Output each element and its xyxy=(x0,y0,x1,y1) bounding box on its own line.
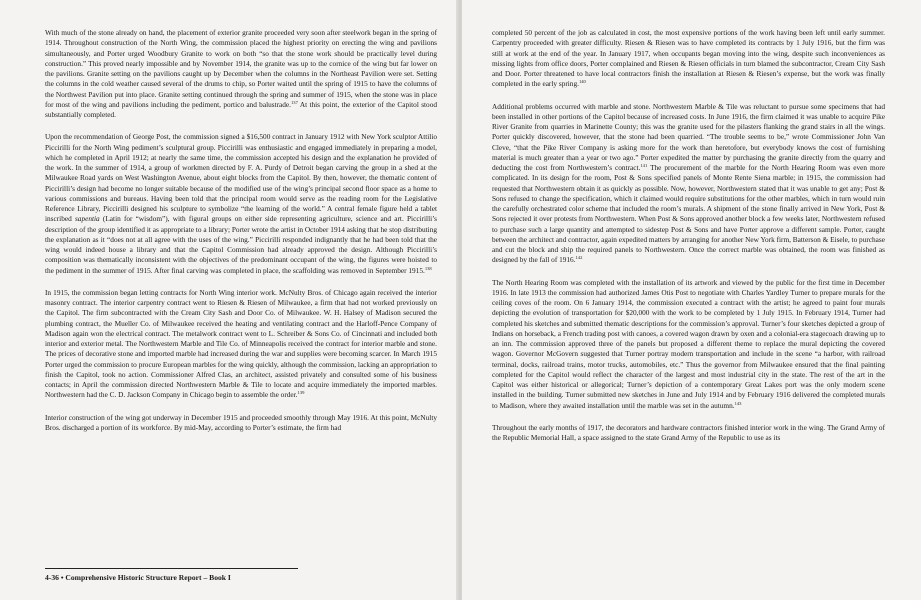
footnote-marker: 140 xyxy=(578,79,586,85)
page-footer xyxy=(45,568,437,582)
text-run: completed 50 percent of the job as calculated in cost, the most expensive portions of the work having been left until early summer. Carpentry proceeded with greater difficulty. Riesen & Riesen was to have completed its contracts by 1 July 1916, but the firm was still at work at the end of the year. In January 1917, when occupants began moving into the wing, despite such inconveniences as missing lights from office doors, Porter complained and Riesen & Riesen officials in turn blamed the subcontractor, Cream City Sash and Door. Porter threatened to have local contractors finish the installation at Riesen & Riesen’s expense, but the work was finally completed in the early spring. xyxy=(492,28,885,89)
right-paragraph-1 xyxy=(492,28,885,90)
text-run: At this point, the exterior of the Capitol stood substantially completed. xyxy=(45,99,438,119)
footnote-marker: 142 xyxy=(575,255,583,261)
left-paragraph-1 xyxy=(45,28,437,120)
left-paragraph-3 xyxy=(45,288,437,401)
text-run: In 1915, the commission began letting contracts for North Wing interior work. McNulty Bros. of Chicago again received the interior masonry contract. The interior carpentry contract went to Riesen & Riesen of Milwaukee, a firm that had not worked previously on the Capitol. The firm subcontracted with the Cream City Sash and Door Co. of Milwaukee. W. H. Halsey of Madison secured the plumbing contract, the Mueller Co. of Milwaukee received the heating and ventilating contract and the Harloff-Pence Company of Madison again won the electrical contract. The metalwork contract went to L. Schreiber & Sons Co. of Cincinnati and included both interior and exterior metal. The Northwestern Marble and Tile Co. of Minneapolis received the contract for interior marble and stone. The prices of decorative stone and imported marble had increased during the war and supplies were becoming scarcer. In March 1915 Porter urged the commission to procure European marbles for the wing quickly, although the commission, lacking an appropriation to finish the Capitol, took no action. Commissioner Alfred Clas, an architect, assisted privately and consulted some of his business contacts; in April the commission directed Northwestern Marble & Tile to locate and acquire immediately the imported marbles. Northwestern had the C. D. Jackson Company in Chicago begin to assemble the order. xyxy=(45,287,437,400)
text-run: The North Hearing Room was completed with the installation of its artwork and viewed by the public for the first time in December 1916. In late 1913 the commission had authorized James Otis Post to negotiate with Charles Yardley Turner to prepare murals for the ceiling coves of the room. On 6 January 1914, the commission executed a contract with the artist; he agreed to paint four murals depicting the evolution of transportation for $20,000 with the work to be completed by 1 July 1915. In February 1914, Turner had completed his sketches and submitted thematic descriptions for the commission’s approval. Turner’s four sketches depicted a group of Indians on horseback, a French trading post with canoes, a covered wagon drawn by oxen and a colonial-era stagecoach drawing up to an inn. The commission approved three of the panels but proposed a different theme to replace the mural depicting the covered wagon. Governor McGovern suggested that Turner portray modern transportation and include in the scene “a harbor, with railroad terminal, docks, railroad trains, motor trucks, automobiles, etc.” Thus the governor from Milwaukee ensured that the final painting completed for the Capitol would reflect the character of the largest and most industrial city in the state. The rest of the art in the Capitol was either historical or allegorical; Turner’s depiction of a contemporary Great Lakes port was the only modern scene installed in the building. Turner submitted new sketches in June and July 1914 and by February 1916 delivered the completed murals to Madison, where they awaited installation until the marble was set in the autumn. xyxy=(492,277,885,410)
left-page xyxy=(0,0,458,600)
footnote-marker: 141 xyxy=(640,163,648,168)
footer-rule xyxy=(45,568,298,569)
footer-text: 4-36 • Comprehensive Historic Structure Report – Book I xyxy=(45,573,231,582)
footnote-marker: 139 xyxy=(297,390,305,396)
right-page xyxy=(462,0,921,600)
right-paragraph-4 xyxy=(492,423,885,444)
text-run: Throughout the early months of 1917, the decorators and hardware contractors finished interior work in the wing. The Grand Army of the Republic Memorial Hall, a space assigned to the state Grand Army of the Republic to use as its xyxy=(492,422,885,442)
right-text-column xyxy=(492,28,885,455)
italic-term: sapentia xyxy=(74,214,100,224)
text-run: The procurement of the marble for the North Hearing Room was even more complicated. In its design for the room, Post & Sons specified panels of Monte Rente Siena marble; in 1915, the commission had requested that Northwestern obtain it as quickly as possible. Now, however, Northwestern stated that it was unable to get any; Post & Sons refused to change the specification, which it claimed would require substitutions for the other marbles, which in turn would ruin the carefully orchestrated color scheme that included the room’s murals. A shipment of the stone finally arrived in New York, Post & Sons rejected it over protests from Northwestern. When Post & Sons approved another block a few weeks later, Northwestern refused to purchase such a large quantity and attempted to sidestep Post & Sons and have Porter approve a different sample. Porter, caught between the architect and contractor, again expedited matters by arranging for another New York firm, Batterson & Eisele, to purchase and cut the block and ship the required panels to Northwestern. Once the correct marble was obtained, the room was finished as designed by the fall of 1916. xyxy=(492,163,885,265)
text-run: Additional problems occurred with marble and stone. Northwestern Marble & Tile was reluctant to pursue some specimens that had been installed in other portions of the Capitol because of increased costs. In June 1916, the firm claimed it was unable to acquire Pike River Granite from quarries in Marinette County; this was the granite used for the pilasters flanking the grand stairs in all the wings. Porter quickly discovered, however, that the stone had been quarried. “The trouble seems to be,” wrote Commissioner John Van Cleve, “that the Pike River Company is asking more for the work than heretofore, but everybody knows the cost of furnishing material is much greater than a year or two ago.” Porter expedited the matter by purchasing the granite directly from the quarry and deducting the cost from Northwestern’s contract. xyxy=(492,101,885,172)
text-run: (Latin for “wisdom”), with figural groups on either side representing agriculture, science and art. Piccirilli’s description of the group identified it as appropriate to a library; Porter wrote the artist in October 1914 asking that he stop distributing the explanation as it “does not at all agree with the uses of the wing.” Piccirilli responded indignantly that he had been told that the wing would indeed house a library and that the Capitol Commission had already approved the design. Although Piccirilli’s composition was thematically inconsistent with the objectives of the predominant occupant of the wing, the figures were hoisted to the pediment in the summer of 1915. After final carving was completed in place, the scaffolding was removed in September 1915. xyxy=(45,214,437,275)
right-paragraph-2 xyxy=(492,102,885,266)
footnote-marker: 137 xyxy=(291,99,298,105)
footnote-marker: 143 xyxy=(734,400,742,406)
text-run: With much of the stone already on hand, the placement of exterior granite proceeded very soon after steelwork began in the spring of 1914. Throughout construction of the North Wing, the commission placed the highest priority on erecting the wing and pavilions simultaneously, and Porter urged Woodbury Granite to work on both “so that the stone work should be practically level during construction.” This proved nearly impossible and by November 1914, the granite was up to the cornice of the wing but far lower on the pavilions. Granite setting on the pavilions caught up by December when the columns in the Northeast Pavilion were set. Setting the columns in the cold weather caused several of the drums to chip, so Porter waited until the spring of 1915 to have the columns of the Northwest Pavilion put into place. Granite setting continued through the spring and summer of 1915, when the stone was in place for most of the wing and pavilions including the pediment, portico and balustrade. xyxy=(45,28,437,109)
footnote-marker: 138 xyxy=(424,265,432,271)
right-paragraph-3 xyxy=(492,278,885,411)
text-run: Upon the recommendation of George Post, the commission signed a $16,500 contract in January 1912 with New York sculptor Attilio Piccirilli for the North Wing pediment’s sculptural group. Piccirilli was enthusiastic and engaged immediately in preparing a model, which he completed in April 1912; at nearly the same time, the commission accepted his design and the explanation he provided of the work. In the summer of 1914, a group of workmen directed by F. A. Purdy of Detroit began carving the group in a shed at the Milwaukee Road yards on West Washington Avenue, about eight blocks from the Capitol. By then, however, the thematic content of Piccirilli’s design had become no longer suitable because of the modified use of the wing’s principal second floor space as a home to various commissions and bureaus. Having been told that the principal room would serve as the reading room for the Legislative Reference Library, Piccirilli designed his sculpture to symbolize “the learning of the world.” A central female figure held a tablet inscribed xyxy=(45,132,437,224)
text-run: Interior construction of the wing got underway in December 1915 and proceeded smoothly through May 1916. At this point, McNulty Bros. discharged a portion of its workforce. By mid-May, according to Porter’s estimate, the firm had xyxy=(45,412,437,432)
left-paragraph-2 xyxy=(45,132,437,276)
left-paragraph-4 xyxy=(45,413,437,434)
left-text-column xyxy=(45,28,437,445)
